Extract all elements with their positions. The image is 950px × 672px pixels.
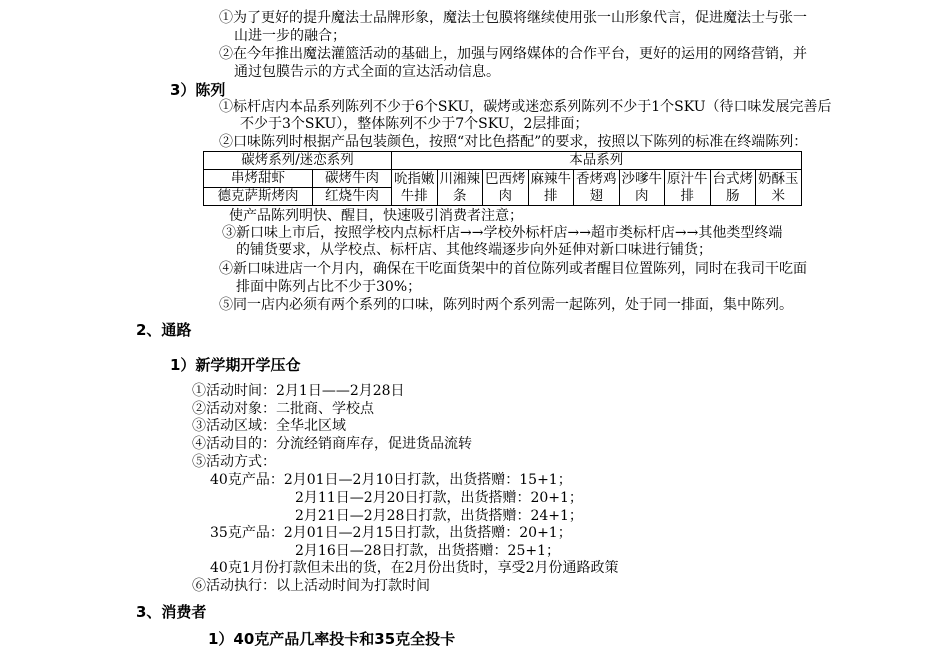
table-cell: 香烤鸡 翅 — [574, 170, 620, 206]
table-cell: 奶酥玉 米 — [756, 170, 802, 206]
display-rule-1a: ①标杆店内本品系列陈列不少于6个SKU，碳烤或迷恋系列陈列不少于1个SKU（待口味发展完善后 — [219, 99, 832, 115]
table-cell: 德克萨斯烤肉 — [204, 188, 313, 206]
table-cell: 吮指嫩 牛排 — [392, 170, 438, 206]
method-40g-3: 2月21日—2月28日打款，出货搭赠：24+1； — [295, 508, 583, 524]
method-note: 40克1月份打款但未出的货，在2月份出货时，享受2月份通路政策 — [210, 560, 619, 576]
table-cell: 红烧牛肉 — [313, 188, 392, 206]
activity-purpose: ④活动目的：分流经销商库存，促进货品流转 — [192, 436, 472, 452]
method-40g-1: 40克产品：2月01日—2月10日打款，出货搭赠：15+1； — [210, 472, 572, 488]
activity-target: ②活动对象：二批商、学校点 — [192, 401, 374, 417]
activity-time: ①活动时间：2月1日——2月28日 — [192, 383, 405, 399]
para-brand-2: 山进一步的融合； — [234, 28, 346, 44]
table-cell: 碳烤牛肉 — [313, 170, 392, 188]
display-rule-5: ⑤同一店内必须有两个系列的口味，陈列时两个系列需一起陈列，处于同一排面，集中陈列。 — [219, 297, 793, 313]
table-cell: 原汁牛 排 — [665, 170, 711, 206]
table-cell: 沙嗲牛 肉 — [619, 170, 665, 206]
para-network-2: 通过包膜告示的方式全面的宣达活动信息。 — [234, 64, 500, 80]
table-cell: 川湘辣 条 — [437, 170, 483, 206]
display-table — [203, 151, 802, 206]
para-brand-1: ①为了更好的提升魔法士品牌形象，魔法士包膜将继续使用张一山形象代言，促进魔法士与张一 — [219, 10, 807, 26]
table-cell: 串烤甜虾 — [204, 170, 313, 188]
table-cell: 台式烤 肠 — [710, 170, 756, 206]
table-cell: 巴西烤 肉 — [483, 170, 529, 206]
method-35g-2: 2月16日—28日打款，出货搭赠：25+1； — [295, 543, 560, 559]
display-rule-3b: 的铺货要求，从学校点、标杆店、其他终端逐步向外延伸对新口味进行铺货； — [236, 242, 712, 258]
heading-school: 1）新学期开学压仓 — [170, 356, 301, 374]
method-35g-1: 35克产品：2月01日—2月15日打款，出货搭赠：20+1； — [210, 525, 572, 541]
activity-method: ⑤活动方式： — [192, 454, 276, 470]
display-rule-2b: 使产品陈列明快、醒目，快速吸引消费者注意； — [229, 208, 523, 224]
heading-card: 1）40克产品几率投卡和35克全投卡 — [208, 630, 456, 648]
heading-channel: 2、通路 — [136, 321, 192, 339]
table-header-left: 碳烤系列/迷恋系列 — [204, 152, 392, 170]
method-40g-2: 2月11日—2月20日打款，出货搭赠：20+1； — [295, 490, 583, 506]
display-rule-4a: ④新口味进店一个月内，确保在干吃面货架中的首位陈列或者醒目位置陈列，同时在我司干吃面 — [219, 261, 807, 277]
heading-display: 3）陈列 — [170, 81, 226, 99]
para-network-1: ②在今年推出魔法灌篮活动的基础上，加强与网络媒体的合作平台，更好的运用的网络营销，并 — [219, 46, 807, 62]
display-rule-3a: ③新口味上市后，按照学校内点标杆店→→学校外标杆店→→超市类标杆店→→其他类型终端 — [222, 225, 783, 241]
display-rule-2: ②口味陈列时根据产品包装颜色，按照“对比色搭配”的要求，按照以下陈列的标准在终端陈列： — [219, 134, 808, 150]
display-rule-1b: 不少于3个SKU），整体陈列不少于7个SKU，2层排面； — [240, 116, 589, 132]
heading-consumer: 3、消费者 — [136, 603, 207, 621]
activity-region: ③活动区域：全华北区域 — [192, 418, 346, 434]
table-cell: 麻辣牛 排 — [528, 170, 574, 206]
activity-execution: ⑥活动执行：以上活动时间为打款时间 — [192, 578, 430, 594]
display-rule-4b: 排面中陈列占比不少于30%； — [236, 279, 422, 295]
table-header-right: 本品系列 — [392, 152, 802, 170]
